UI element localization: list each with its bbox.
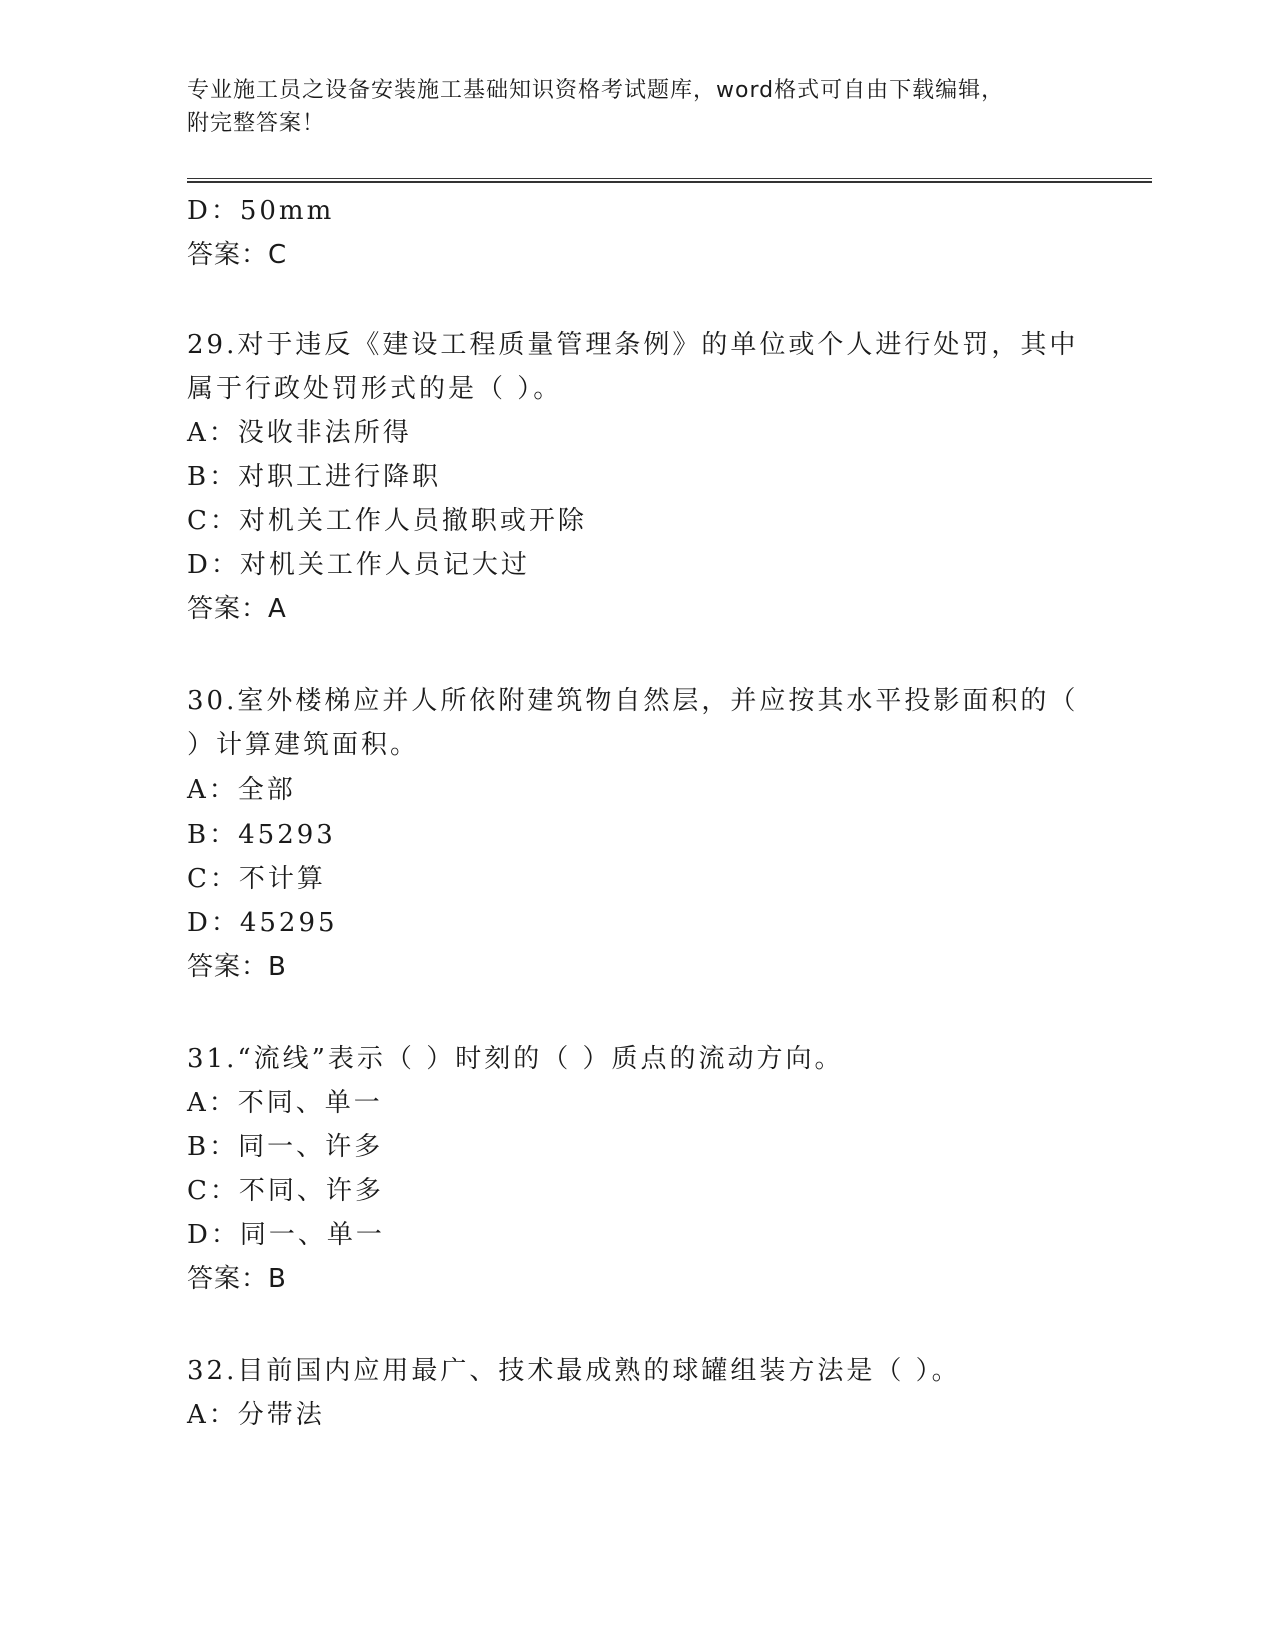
q32-stem-line-1: 32.目前国内应用最广、技术最成熟的球罐组装方法是（ ）。 [187, 1356, 961, 1386]
q31-option-b: B：同一、许多 [187, 1132, 384, 1162]
q32-option-a: A：分带法 [187, 1400, 325, 1430]
q31-answer: 答案：B [187, 1264, 287, 1294]
q29-option-a: A：没收非法所得 [187, 418, 412, 448]
header-line-1: 专业施工员之设备安装施工基础知识资格考试题库，word格式可自由下载编辑， [187, 78, 1005, 103]
q29-option-b: B：对职工进行降职 [187, 462, 442, 492]
header-divider-thick [187, 181, 1152, 183]
q31-stem-line-1: 31.“流线”表示（ ）时刻的（ ）质点的流动方向。 [187, 1044, 844, 1074]
prev-option-d: D：50mm [187, 196, 335, 226]
q29-stem-line-2: 属于行政处罚形式的是（ ）。 [187, 374, 563, 404]
q29-answer: 答案：A [187, 594, 287, 624]
document-header [187, 74, 1087, 140]
header-divider-thin [187, 178, 1152, 179]
q31-option-a: A：不同、单一 [187, 1088, 383, 1118]
q30-option-a: A：全部 [187, 775, 296, 805]
q30-option-b: B：45293 [187, 820, 336, 850]
q30-stem-line-2: ）计算建筑面积。 [187, 730, 420, 760]
prev-answer: 答案：C [187, 240, 288, 270]
q30-answer: 答案：B [187, 952, 287, 982]
q30-option-c: C：不计算 [187, 864, 326, 894]
q31-option-d: D：同一、单一 [187, 1220, 385, 1250]
q31-option-c: C：不同、许多 [187, 1176, 384, 1206]
q29-option-d: D：对机关工作人员记大过 [187, 550, 530, 580]
q29-stem-line-1: 29.对于违反《建设工程质量管理条例》的单位或个人进行处罚，其中 [187, 330, 1079, 360]
q30-stem-line-1: 30.室外楼梯应并人所依附建筑物自然层，并应按其水平投影面积的（ [187, 686, 1079, 716]
q29-option-c: C：对机关工作人员撤职或开除 [187, 506, 587, 536]
header-line-2: 附完整答案！ [187, 111, 326, 136]
q30-option-d: D：45295 [187, 908, 338, 938]
